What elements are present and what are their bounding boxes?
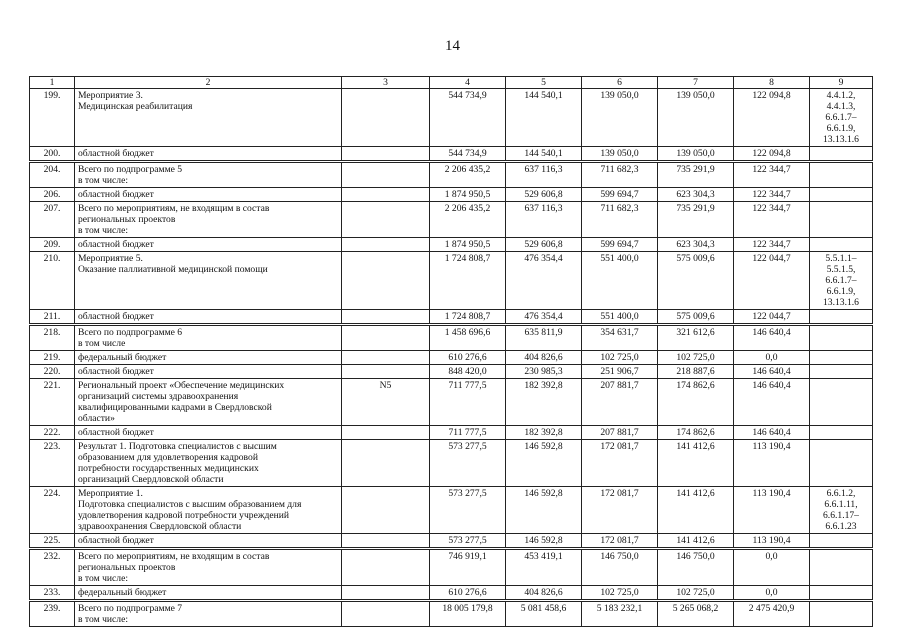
target-indicators-cell: 6.6.1.2, 6.6.1.11, 6.6.1.17–6.6.1.23 [810, 487, 873, 534]
amount-year-cell: 2 475 420,9 [734, 601, 810, 627]
amount-total-cell: 544 734,9 [430, 147, 506, 162]
amount-total-cell: 1 874 950,5 [430, 238, 506, 252]
amount-total-cell: 746 919,1 [430, 549, 506, 586]
target-indicators-cell [810, 549, 873, 586]
amount-total-cell: 573 277,5 [430, 534, 506, 549]
amount-year-cell: 637 116,3 [506, 162, 582, 188]
table-row [30, 310, 873, 325]
target-indicators-cell [810, 426, 873, 440]
target-indicators-cell [810, 238, 873, 252]
table-row [30, 147, 873, 162]
row-code-cell [342, 147, 430, 162]
amount-total-cell: 2 206 435,2 [430, 162, 506, 188]
row-code-cell: N5 [342, 379, 430, 426]
amount-year-cell: 141 412,6 [658, 487, 734, 534]
row-code-cell [342, 487, 430, 534]
amount-year-cell: 139 050,0 [582, 89, 658, 147]
row-number-cell: 225. [30, 534, 75, 549]
row-code-cell [342, 365, 430, 379]
row-code-cell [342, 310, 430, 325]
row-code-cell [342, 89, 430, 147]
header-cell: 6 [582, 77, 658, 89]
amount-year-cell: 0,0 [734, 586, 810, 601]
table-row [30, 534, 873, 549]
amount-year-cell: 113 190,4 [734, 534, 810, 549]
amount-year-cell: 182 392,8 [506, 426, 582, 440]
amount-year-cell: 735 291,9 [658, 202, 734, 238]
table-row [30, 162, 873, 188]
amount-year-cell: 251 906,7 [582, 365, 658, 379]
amount-year-cell: 575 009,6 [658, 310, 734, 325]
target-indicators-cell [810, 601, 873, 627]
row-name-cell: Региональный проект «Обеспечение медицинских организаций системы здравоохранения квалифицированными кадрами в Свердловской области» [75, 379, 342, 426]
amount-total-cell: 573 277,5 [430, 440, 506, 487]
amount-total-cell: 848 420,0 [430, 365, 506, 379]
target-indicators-cell [810, 147, 873, 162]
target-indicators-cell [810, 202, 873, 238]
row-name-cell: Всего по подпрограмме 6 в том числе [75, 325, 342, 351]
budget-table [29, 76, 873, 627]
row-name-cell: Всего по подпрограмме 7 в том числе: [75, 601, 342, 627]
row-name-cell: Мероприятие 5. Оказание паллиативной медицинской помощи [75, 252, 342, 310]
amount-year-cell: 102 725,0 [582, 351, 658, 365]
table-row [30, 586, 873, 601]
target-indicators-cell [810, 534, 873, 549]
amount-total-cell: 711 777,5 [430, 379, 506, 426]
amount-year-cell: 453 419,1 [506, 549, 582, 586]
row-code-cell [342, 162, 430, 188]
amount-year-cell: 218 887,6 [658, 365, 734, 379]
amount-year-cell: 146 592,8 [506, 487, 582, 534]
table-header-row [30, 77, 873, 89]
row-name-cell: федеральный бюджет [75, 351, 342, 365]
amount-year-cell: 122 344,7 [734, 238, 810, 252]
amount-year-cell: 122 094,8 [734, 147, 810, 162]
row-code-cell [342, 601, 430, 627]
amount-total-cell: 610 276,6 [430, 586, 506, 601]
target-indicators-cell [810, 586, 873, 601]
amount-total-cell: 610 276,6 [430, 351, 506, 365]
target-indicators-cell [810, 365, 873, 379]
row-code-cell [342, 426, 430, 440]
header-cell: 9 [810, 77, 873, 89]
row-number-cell: 221. [30, 379, 75, 426]
target-indicators-cell [810, 188, 873, 202]
amount-year-cell: 207 881,7 [582, 379, 658, 426]
row-name-cell: областной бюджет [75, 310, 342, 325]
header-cell: 3 [342, 77, 430, 89]
amount-year-cell: 139 050,0 [658, 147, 734, 162]
amount-year-cell: 0,0 [734, 549, 810, 586]
amount-year-cell: 122 094,8 [734, 89, 810, 147]
row-number-cell: 210. [30, 252, 75, 310]
table-row [30, 440, 873, 487]
target-indicators-cell [810, 162, 873, 188]
table-row [30, 426, 873, 440]
row-number-cell: 207. [30, 202, 75, 238]
row-number-cell: 206. [30, 188, 75, 202]
amount-year-cell: 735 291,9 [658, 162, 734, 188]
amount-year-cell: 321 612,6 [658, 325, 734, 351]
amount-year-cell: 102 725,0 [658, 351, 734, 365]
row-name-cell: Всего по подпрограмме 5 в том числе: [75, 162, 342, 188]
amount-year-cell: 5 183 232,1 [582, 601, 658, 627]
row-number-cell: 222. [30, 426, 75, 440]
amount-year-cell: 139 050,0 [582, 147, 658, 162]
table-row [30, 549, 873, 586]
header-cell: 1 [30, 77, 75, 89]
amount-year-cell: 146 750,0 [658, 549, 734, 586]
amount-year-cell: 146 640,4 [734, 365, 810, 379]
row-number-cell: 218. [30, 325, 75, 351]
row-name-cell: федеральный бюджет [75, 586, 342, 601]
amount-year-cell: 172 081,7 [582, 487, 658, 534]
row-number-cell: 220. [30, 365, 75, 379]
amount-year-cell: 0,0 [734, 351, 810, 365]
amount-year-cell: 172 081,7 [582, 534, 658, 549]
amount-year-cell: 599 694,7 [582, 238, 658, 252]
amount-year-cell: 122 044,7 [734, 310, 810, 325]
amount-year-cell: 230 985,3 [506, 365, 582, 379]
amount-year-cell: 623 304,3 [658, 238, 734, 252]
amount-total-cell: 1 874 950,5 [430, 188, 506, 202]
amount-year-cell: 122 344,7 [734, 202, 810, 238]
header-cell: 4 [430, 77, 506, 89]
row-name-cell: областной бюджет [75, 534, 342, 549]
amount-year-cell: 207 881,7 [582, 426, 658, 440]
row-name-cell: областной бюджет [75, 426, 342, 440]
row-number-cell: 211. [30, 310, 75, 325]
table-row [30, 351, 873, 365]
amount-total-cell: 1 458 696,6 [430, 325, 506, 351]
row-number-cell: 239. [30, 601, 75, 627]
amount-year-cell: 354 631,7 [582, 325, 658, 351]
amount-year-cell: 404 826,6 [506, 351, 582, 365]
amount-year-cell: 146 750,0 [582, 549, 658, 586]
amount-year-cell: 122 344,7 [734, 162, 810, 188]
table-row [30, 365, 873, 379]
amount-year-cell: 122 044,7 [734, 252, 810, 310]
table-row [30, 238, 873, 252]
row-code-cell [342, 252, 430, 310]
target-indicators-cell [810, 379, 873, 426]
amount-total-cell: 18 005 179,8 [430, 601, 506, 627]
header-cell: 2 [75, 77, 342, 89]
amount-year-cell: 122 344,7 [734, 188, 810, 202]
amount-year-cell: 529 606,8 [506, 238, 582, 252]
header-cell: 8 [734, 77, 810, 89]
target-indicators-cell [810, 440, 873, 487]
row-code-cell [342, 351, 430, 365]
row-name-cell: Результат 1. Подготовка специалистов с высшим образованием для удовлетворения кадровой потребности государственных медицинских организаций Свердловской области [75, 440, 342, 487]
row-number-cell: 224. [30, 487, 75, 534]
table-row [30, 252, 873, 310]
row-number-cell: 209. [30, 238, 75, 252]
amount-year-cell: 551 400,0 [582, 252, 658, 310]
table-row [30, 379, 873, 426]
row-number-cell: 232. [30, 549, 75, 586]
row-number-cell: 200. [30, 147, 75, 162]
amount-year-cell: 637 116,3 [506, 202, 582, 238]
page-number: 14 [445, 38, 460, 54]
amount-year-cell: 551 400,0 [582, 310, 658, 325]
amount-year-cell: 144 540,1 [506, 89, 582, 147]
amount-year-cell: 141 412,6 [658, 440, 734, 487]
amount-year-cell: 146 592,8 [506, 440, 582, 487]
table-row [30, 487, 873, 534]
amount-year-cell: 711 682,3 [582, 162, 658, 188]
target-indicators-cell [810, 325, 873, 351]
row-code-cell [342, 325, 430, 351]
row-number-cell: 204. [30, 162, 75, 188]
amount-year-cell: 575 009,6 [658, 252, 734, 310]
amount-year-cell: 529 606,8 [506, 188, 582, 202]
amount-total-cell: 2 206 435,2 [430, 202, 506, 238]
amount-year-cell: 139 050,0 [658, 89, 734, 147]
amount-year-cell: 113 190,4 [734, 440, 810, 487]
amount-year-cell: 711 682,3 [582, 202, 658, 238]
header-cell: 5 [506, 77, 582, 89]
amount-total-cell: 711 777,5 [430, 426, 506, 440]
target-indicators-cell: 5.5.1.1–5.5.1.5, 6.6.1.7–6.6.1.9, 13.13.1.6 [810, 252, 873, 310]
table-row [30, 601, 873, 627]
row-name-cell: областной бюджет [75, 147, 342, 162]
row-name-cell: Всего по мероприятиям, не входящим в состав региональных проектов в том числе: [75, 202, 342, 238]
target-indicators-cell [810, 310, 873, 325]
row-code-cell [342, 202, 430, 238]
table-row [30, 325, 873, 351]
amount-year-cell: 102 725,0 [658, 586, 734, 601]
target-indicators-cell [810, 351, 873, 365]
amount-year-cell: 144 540,1 [506, 147, 582, 162]
row-name-cell: областной бюджет [75, 188, 342, 202]
amount-year-cell: 476 354,4 [506, 310, 582, 325]
amount-year-cell: 5 265 068,2 [658, 601, 734, 627]
row-code-cell [342, 534, 430, 549]
amount-year-cell: 113 190,4 [734, 487, 810, 534]
amount-year-cell: 174 862,6 [658, 426, 734, 440]
amount-year-cell: 174 862,6 [658, 379, 734, 426]
amount-year-cell: 141 412,6 [658, 534, 734, 549]
amount-year-cell: 146 640,4 [734, 379, 810, 426]
amount-year-cell: 623 304,3 [658, 188, 734, 202]
table-row [30, 188, 873, 202]
amount-year-cell: 635 811,9 [506, 325, 582, 351]
row-code-cell [342, 188, 430, 202]
amount-year-cell: 146 640,4 [734, 325, 810, 351]
amount-total-cell: 1 724 808,7 [430, 252, 506, 310]
row-name-cell: Мероприятие 3. Медицинская реабилитация [75, 89, 342, 147]
row-name-cell: Всего по мероприятиям, не входящим в состав региональных проектов в том числе: [75, 549, 342, 586]
amount-year-cell: 404 826,6 [506, 586, 582, 601]
header-cell: 7 [658, 77, 734, 89]
amount-year-cell: 172 081,7 [582, 440, 658, 487]
row-name-cell: Мероприятие 1. Подготовка специалистов с высшим образованием для удовлетворения кадровой потребности учреждений здравоохранения Свердловской области [75, 487, 342, 534]
row-name-cell: областной бюджет [75, 365, 342, 379]
amount-year-cell: 102 725,0 [582, 586, 658, 601]
row-code-cell [342, 238, 430, 252]
row-number-cell: 223. [30, 440, 75, 487]
row-code-cell [342, 586, 430, 601]
row-number-cell: 219. [30, 351, 75, 365]
amount-total-cell: 573 277,5 [430, 487, 506, 534]
table-row [30, 89, 873, 147]
amount-total-cell: 544 734,9 [430, 89, 506, 147]
amount-total-cell: 1 724 808,7 [430, 310, 506, 325]
row-name-cell: областной бюджет [75, 238, 342, 252]
row-code-cell [342, 549, 430, 586]
row-code-cell [342, 440, 430, 487]
amount-year-cell: 146 640,4 [734, 426, 810, 440]
target-indicators-cell: 4.4.1.2, 4.4.1.3, 6.6.1.7–6.6.1.9, 13.13.1.6 [810, 89, 873, 147]
amount-year-cell: 476 354,4 [506, 252, 582, 310]
amount-year-cell: 5 081 458,6 [506, 601, 582, 627]
row-number-cell: 233. [30, 586, 75, 601]
amount-year-cell: 146 592,8 [506, 534, 582, 549]
table-row [30, 202, 873, 238]
row-number-cell: 199. [30, 89, 75, 147]
amount-year-cell: 599 694,7 [582, 188, 658, 202]
amount-year-cell: 182 392,8 [506, 379, 582, 426]
